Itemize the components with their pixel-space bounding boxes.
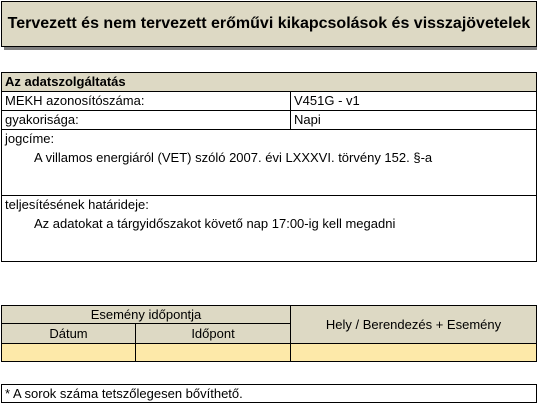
mekh-id-label: MEKH azonosítószáma: [2,92,291,110]
mekh-id-row [1,92,537,111]
time-column-header: Időpont [136,324,291,343]
mekh-id-value: V451G - v1 [294,93,360,108]
deadline-label: teljesítésének határideje: [5,197,149,212]
legal-basis-value: A villamos energiáról (VET) szóló 2007. évi LXXXVI. törvény 152. §-a [34,150,433,165]
deadline-block [1,196,537,262]
report-title: Tervezett és nem tervezett erőművi kikapcsolások és visszajövetelek [1,1,537,47]
legal-basis-block [1,130,537,196]
event-time-header: Esemény időpontja [2,306,291,324]
event-table [1,305,537,362]
frequency-label: gyakorisága: [2,111,291,129]
deadline-value: Az adatokat a tárgyidőszakot követő nap 17:00-ig kell megadni [34,216,396,231]
legal-basis-label: jogcíme: [5,131,55,146]
event-input-cell[interactable] [291,343,536,361]
frequency-value: Napi [294,112,321,127]
date-column-header: Dátum [2,324,136,343]
time-input-cell[interactable] [136,343,291,361]
date-input-cell[interactable] [2,343,136,361]
frequency-row [1,111,537,130]
event-column-header: Hely / Berendezés + Esemény [291,306,536,343]
section-header: Az adatszolgáltatás [1,72,537,92]
footnote: * A sorok száma tetszőlegesen bővíthető. [1,384,537,403]
